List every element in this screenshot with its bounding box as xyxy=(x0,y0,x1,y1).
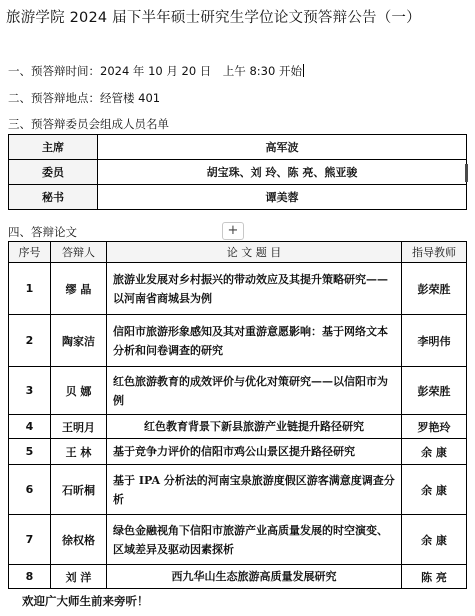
row-no: 5 xyxy=(9,439,51,465)
add-row-button[interactable]: + xyxy=(222,222,244,240)
header-no: 序号 xyxy=(9,242,51,263)
header-topic: 论 文 题 目 xyxy=(107,242,402,263)
thesis-header-row xyxy=(9,242,467,263)
row-no: 6 xyxy=(9,465,51,515)
defense-time-line[interactable] xyxy=(8,63,304,79)
committee-names: 高军波 xyxy=(98,135,467,160)
row-advisor: 余 康 xyxy=(402,465,467,515)
table-row xyxy=(9,415,467,439)
row-name: 缪 晶 xyxy=(51,263,107,315)
row-no: 3 xyxy=(9,367,51,415)
scrollbar-marker[interactable] xyxy=(465,164,468,182)
thesis-heading: 四、答辩论文 xyxy=(8,225,77,239)
committee-names: 胡宝珠、刘 玲、陈 亮、熊亚骏 xyxy=(98,160,467,185)
table-row xyxy=(9,465,467,515)
table-row xyxy=(9,315,467,367)
row-name: 王明月 xyxy=(51,415,107,439)
row-advisor: 彭荣胜 xyxy=(402,367,467,415)
row-topic: 红色旅游教育的成效评价与优化对策研究——以信阳市为例 xyxy=(107,367,402,415)
committee-role: 委员 xyxy=(9,160,98,185)
row-name: 刘 洋 xyxy=(51,565,107,589)
row-topic: 基于 IPA 分析法的河南宝泉旅游度假区游客满意度调查分析 xyxy=(107,465,402,515)
row-topic: 旅游业发展对乡村振兴的带动效应及其提升策略研究——以河南省商城县为例 xyxy=(107,263,402,315)
row-advisor: 罗艳玲 xyxy=(402,415,467,439)
row-advisor: 李明伟 xyxy=(402,315,467,367)
table-row xyxy=(9,565,467,589)
row-topic: 红色教育背景下新县旅游产业链提升路径研究 xyxy=(107,415,402,439)
table-row xyxy=(9,263,467,315)
thesis-table xyxy=(8,241,467,589)
committee-row xyxy=(9,135,467,160)
committee-names: 谭美蓉 xyxy=(98,185,467,210)
committee-heading: 三、预答辩委员会组成人员名单 xyxy=(8,117,169,131)
page-title: 旅游学院 2024 届下半年硕士研究生学位论文预答辩公告（一） xyxy=(6,10,421,26)
row-advisor: 余 康 xyxy=(402,515,467,565)
row-topic: 基于竞争力评价的信阳市鸡公山景区提升路径研究 xyxy=(107,439,402,465)
committee-role: 主席 xyxy=(9,135,98,160)
row-name: 王 林 xyxy=(51,439,107,465)
defense-place-line: 二、预答辩地点：经管楼 401 xyxy=(8,91,161,105)
row-no: 1 xyxy=(9,263,51,315)
committee-row xyxy=(9,160,467,185)
row-name: 陶家洁 xyxy=(51,315,107,367)
row-advisor: 余 康 xyxy=(402,439,467,465)
row-advisor: 彭荣胜 xyxy=(402,263,467,315)
row-topic: 信阳市旅游形象感知及其对重游意愿影响：基于网络文本分析和问卷调查的研究 xyxy=(107,315,402,367)
table-row xyxy=(9,367,467,415)
table-row xyxy=(9,515,467,565)
row-name: 石昕桐 xyxy=(51,465,107,515)
table-row xyxy=(9,439,467,465)
header-name: 答辩人 xyxy=(51,242,107,263)
committee-role: 秘书 xyxy=(9,185,98,210)
row-topic: 西九华山生态旅游高质量发展研究 xyxy=(107,565,402,589)
defense-time-text: 一、预答辩时间：2024 年 10 月 20 日 上午 8:30 开始 xyxy=(8,64,302,78)
row-advisor: 陈 亮 xyxy=(402,565,467,589)
text-cursor xyxy=(303,64,304,77)
committee-table xyxy=(8,134,467,210)
row-name: 徐权格 xyxy=(51,515,107,565)
row-no: 7 xyxy=(9,515,51,565)
footer-welcome: 欢迎广大师生前来旁听！ xyxy=(22,594,149,608)
row-no: 8 xyxy=(9,565,51,589)
row-no: 2 xyxy=(9,315,51,367)
row-no: 4 xyxy=(9,415,51,439)
row-name: 贝 娜 xyxy=(51,367,107,415)
committee-row xyxy=(9,185,467,210)
row-topic: 绿色金融视角下信阳市旅游产业高质量发展的时空演变、区域差异及驱动因素探析 xyxy=(107,515,402,565)
header-advisor: 指导教师 xyxy=(402,242,467,263)
